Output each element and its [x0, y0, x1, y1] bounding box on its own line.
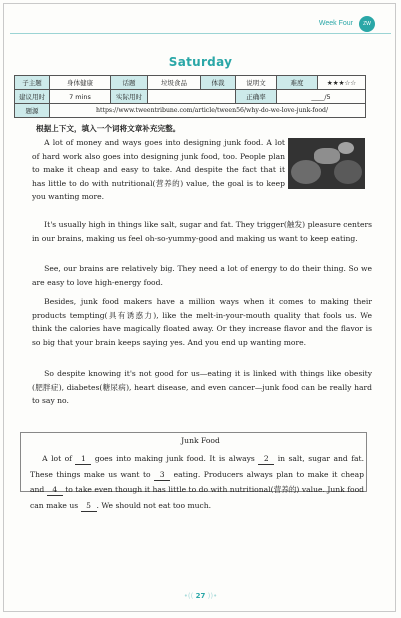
genre-label: 体裁 — [201, 76, 236, 90]
source-url: https://www.tweentribune.com/article/tween56/why-do-we-love-junk-food/ — [50, 104, 366, 118]
blank-1[interactable]: 1 — [75, 454, 91, 465]
genre-value: 说明文 — [236, 76, 277, 90]
difficulty-value: ★★★☆☆ — [318, 76, 366, 90]
header-divider — [10, 33, 391, 34]
paragraph-4: Besides, junk food makers have a million ways when it comes to making their products tempting(具有诱惑力), like the melt-in-your-mouth quality that fools us. We think the calories have magically floated away. Or they increase flavor and the flavor is so big that your brain keeps saying yes. And you end up wanting more. — [32, 297, 372, 347]
paragraph-2: It's usually high in things like salt, sugar and fat. They trigger(触发) pleasure centers in our brains, making us feel oh-so-yummy-good and making us want to keep eating. — [32, 220, 372, 243]
subject-label: 子主题 — [15, 76, 50, 90]
time-label: 建议用时 — [15, 90, 50, 104]
paragraph-1: A lot of money and ways goes into designing junk food. A lot of hard work also goes into designing junk food, too. People plan to make it cheap and easy to take. And despite the fact that it has little to do with nutritional(营养的) value, the goal is to keep you wanting more. — [32, 138, 285, 202]
blank-4[interactable]: 4 — [47, 485, 63, 496]
blank-3[interactable]: 3 — [154, 470, 170, 481]
footer-deco-right: ))• — [207, 592, 218, 600]
summary-title: Junk Food — [181, 436, 220, 445]
instruction: 根据上下文，填入一个词将文章补充完整。 — [36, 124, 181, 133]
paragraph-3: See, our brains are relatively big. They need a lot of energy to do their thing. So we are easy to love high-energy food. — [32, 264, 372, 287]
accuracy-value[interactable]: ____/5 — [277, 90, 366, 104]
topic-label: 话题 — [111, 76, 148, 90]
junk-food-photo — [288, 138, 365, 189]
brand-logo: ZW — [359, 16, 375, 32]
week-label: Week Four — [318, 20, 353, 27]
subject-value: 身体健康 — [50, 76, 111, 90]
difficulty-label: 难度 — [277, 76, 318, 90]
blank-2[interactable]: 2 — [258, 454, 274, 465]
blank-5[interactable]: 5 — [81, 501, 97, 512]
footer-deco-left: •(( — [183, 592, 194, 600]
page-footer — [0, 592, 401, 600]
paragraph-5: So despite knowing it's not good for us—eating it is linked with things like obesity (肥胖症), diabetes(糖尿病), heart disease, and even cancer—junk food can be really hard to say no. — [32, 369, 372, 406]
actual-time-value[interactable] — [148, 90, 236, 104]
source-label: 题源 — [15, 104, 50, 118]
topic-value: 垃圾食品 — [148, 76, 201, 90]
page-title: Saturday — [168, 55, 233, 69]
actual-time-label: 实际用时 — [111, 90, 148, 104]
info-table — [14, 75, 366, 118]
time-value: 7 mins — [50, 90, 111, 104]
page-number: 27 — [195, 592, 206, 600]
summary-text: A lot of 1 goes into making junk food. It is always 2 in salt, sugar and fat. These things make us want to 3 eating. Producers always plan to make it cheap and 4 to take even though it has little to do with nutritional(营养的) value. Junk food can make us 5 . We should not eat too much. — [30, 454, 364, 510]
accuracy-label: 正确率 — [236, 90, 277, 104]
